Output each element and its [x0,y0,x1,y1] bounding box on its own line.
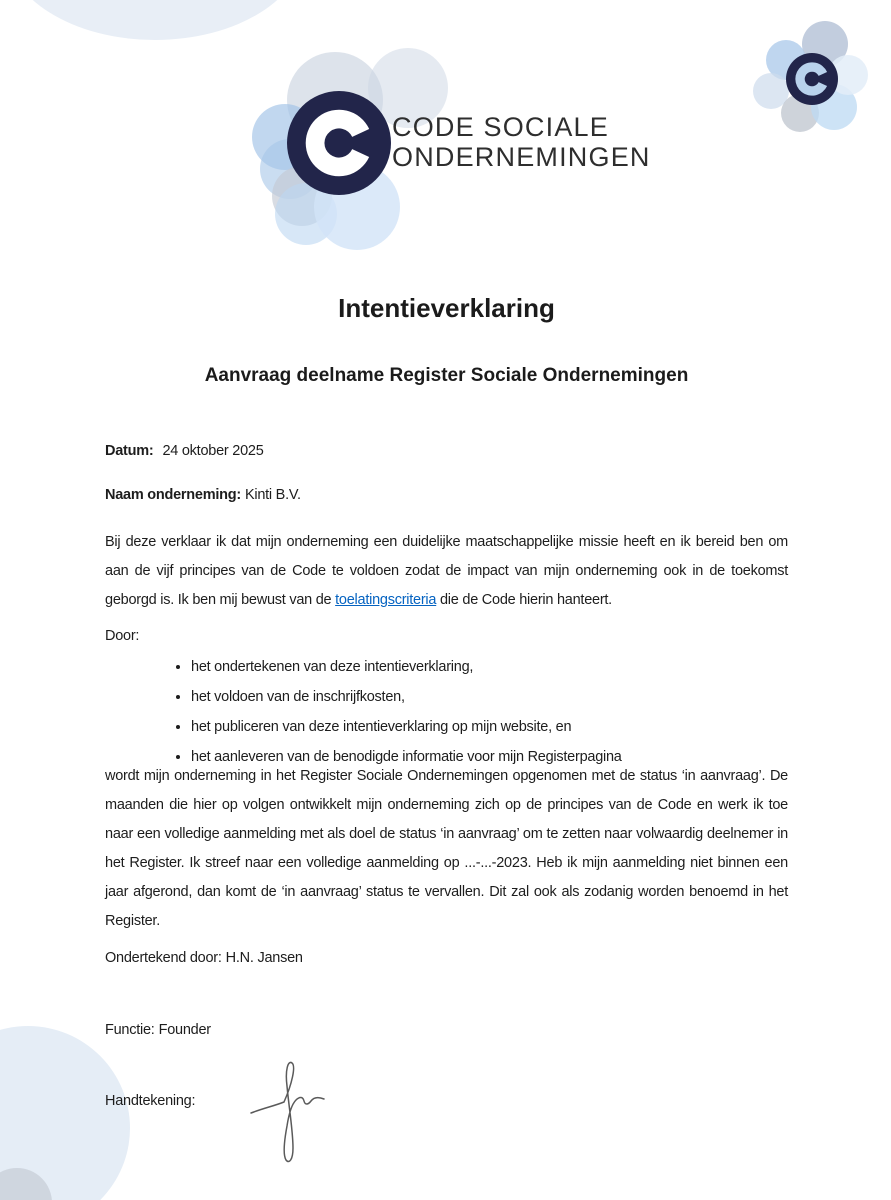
toelatingscriteria-link[interactable]: toelatingscriteria [335,592,437,608]
door-label: Door: [105,628,140,644]
date-value: 24 oktober 2025 [162,443,264,459]
handwritten-signature [248,1056,338,1166]
intro-text-after-link: die de Code hierin hanteert. [436,592,612,608]
function-value: Founder [158,1022,211,1038]
brand-line-2: ONDERNEMINGEN [392,142,651,172]
c-monogram-small-icon [786,53,838,105]
company-value: Kinti B.V. [244,487,301,503]
intro-text-before-link: Bij deze verklaar ik dat mijn onderneming een duidelijke maatschappelijke missie heeft en ik bereid ben om aan de vijf principes van de Code te voldoen zodat de impact van mijn onderneming ook in de toekomst geborgd is. Ik ben mij bewust van de [105,534,788,608]
company-field [105,485,788,505]
brand-line-1: CODE SOCIALE [392,112,609,142]
list-item: • het ondertekenen van deze intentieverklaring, [191,652,831,682]
conditions-list [105,652,831,772]
function-label: Functie: [105,1022,155,1038]
signed-by-field [105,948,788,968]
date-field [105,441,788,461]
intro-paragraph [105,528,788,615]
list-item: • het publiceren van deze intentieverklaring op mijn website, en [191,712,831,742]
c-monogram-icon [287,91,391,195]
body-paragraph: wordt mijn onderneming in het Register Sociale Ondernemingen opgenomen met de status ‘in aanvraag’. De maanden die hier op volgen ontwikkelt mijn onderneming zich op de principes van de Code en werk ik toe naar een volledige aanmelding met als doel de status ‘in aanvraag’ om te zetten naar volwaardig deelnemer in het Register. Ik streef naar een volledige aanmelding op ...-...-2023. Heb ik mijn aanmelding niet binnen een jaar afgerond, dan komt de ‘in aanvraag’ status te vervallen. Dit zal ook als zodanig worden benoemd in het Register. [105,768,788,929]
page-subtitle: Aanvraag deelname Register Sociale Ondernemingen [204,365,689,386]
company-label: Naam onderneming: [105,487,241,503]
signed-by-label: Ondertekend door: [105,950,222,966]
decorative-circle [5,0,305,40]
list-item: • het aanleveren van de benodigde informatie voor mijn Registerpagina [191,742,831,772]
signature-label: Handtekening: [105,1093,196,1109]
brand-wordmark [392,112,651,172]
date-label: Datum: [105,443,154,459]
page-title: Intentieverklaring [338,293,555,323]
function-field [105,1020,788,1040]
signed-by-value: H.N. Jansen [225,950,303,966]
list-item: • het voldoen van de inschrijfkosten, [191,682,831,712]
